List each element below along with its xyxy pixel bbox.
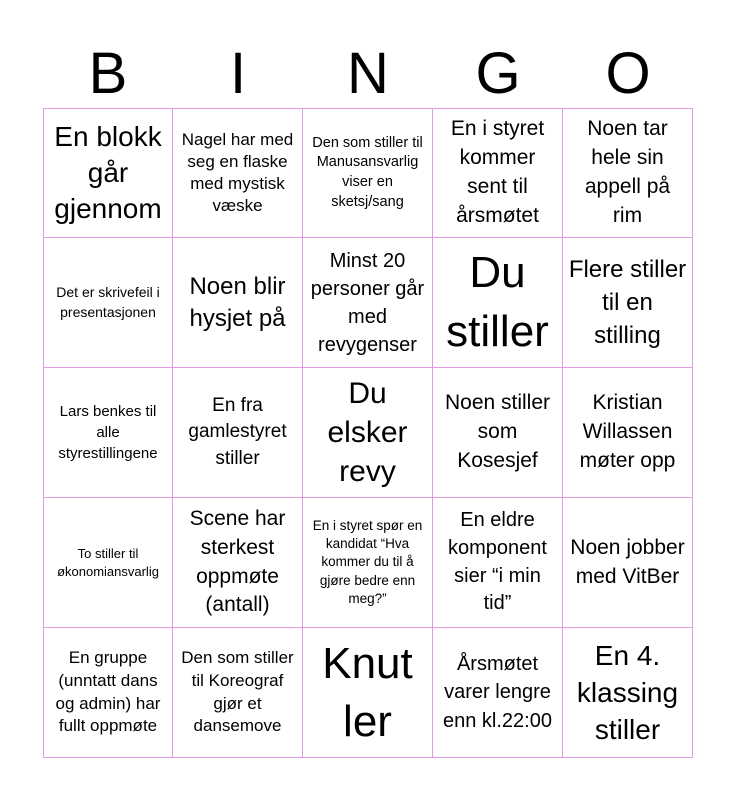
bingo-cell[interactable]	[43, 628, 173, 758]
bingo-cell[interactable]	[173, 238, 303, 368]
bingo-cell-text: Du elsker revy	[327, 377, 408, 488]
bingo-cell-text: To stiller til økonomiansvarlig	[57, 545, 159, 579]
bingo-cell[interactable]	[303, 368, 433, 498]
bingo-cell[interactable]	[563, 368, 693, 498]
bingo-cell[interactable]	[173, 108, 303, 238]
bingo-cell-text: Flere stiller til en stilling	[568, 255, 687, 350]
bingo-cell[interactable]	[563, 498, 693, 628]
bingo-cell[interactable]	[303, 108, 433, 238]
bingo-cell-text: Den som stiller til Koreograf gjør et dansemove	[181, 647, 294, 736]
bingo-card	[43, 108, 693, 758]
title-letter-o: O	[605, 41, 651, 106]
title-letter-b: B	[88, 41, 128, 106]
bingo-cell-text: En blokk går gjennom	[54, 121, 162, 224]
bingo-cell-text: Nagel har med seg en flaske med mystisk væske	[181, 129, 294, 216]
bingo-cell-text: Noen jobber med VitBer	[570, 535, 685, 588]
bingo-title	[43, 40, 693, 108]
bingo-cell-text: En 4. klassing stiller	[576, 639, 679, 746]
bingo-cell[interactable]	[173, 498, 303, 628]
bingo-cell-text: Årsmøtet varer lengre enn kl.22:00	[443, 652, 552, 732]
bingo-cell-text: Du stiller	[446, 248, 549, 356]
bingo-cell[interactable]	[563, 238, 693, 368]
bingo-cell[interactable]	[433, 368, 563, 498]
bingo-cell[interactable]	[43, 108, 173, 238]
bingo-cell-text: En eldre komponent sier “i min tid”	[448, 509, 547, 615]
bingo-cell-text: Noen blir hysjet på	[189, 272, 286, 332]
bingo-cell[interactable]	[563, 628, 693, 758]
title-letter-i: I	[229, 41, 247, 106]
bingo-cell[interactable]	[433, 108, 563, 238]
bingo-cell[interactable]	[563, 108, 693, 238]
bingo-cell-text: Noen tar hele sin appell på rim	[584, 117, 671, 227]
bingo-cell[interactable]	[433, 238, 563, 368]
bingo-cell[interactable]	[43, 368, 173, 498]
title-letter-g: G	[475, 41, 521, 106]
title-letter-n: N	[347, 41, 389, 106]
bingo-cell-text: Minst 20 personer går med revygenser	[310, 249, 425, 356]
bingo-cell-text: Scene har sterkest oppmøte (antall)	[189, 506, 286, 617]
bingo-cell[interactable]	[433, 628, 563, 758]
bingo-cell-text: En gruppe (unntatt dans og admin) har fullt oppmøte	[55, 647, 161, 736]
bingo-cell-text: Noen stiller som Kosesjef	[444, 391, 551, 472]
bingo-cell[interactable]	[433, 498, 563, 628]
bingo-cell-text: En i styret spør en kandidat “Hva kommer du til å gjøre bedre enn meg?”	[312, 517, 423, 606]
bingo-cell-text: Lars benkes til alle styrestillingene	[58, 403, 158, 462]
bingo-cell[interactable]	[173, 368, 303, 498]
bingo-cell-text: Knut ler	[322, 639, 413, 746]
bingo-cell-text: Den som stiller til Manusansvarlig viser en sketsj/sang	[312, 134, 423, 210]
bingo-cell[interactable]	[43, 498, 173, 628]
bingo-cell[interactable]	[303, 238, 433, 368]
bingo-cell-text: En fra gamlestyret stiller	[188, 395, 287, 469]
bingo-cell-text: En i styret kommer sent til årsmøtet	[450, 117, 545, 227]
bingo-cell-text: Det er skrivefeil i presentasjonen	[56, 283, 160, 320]
bingo-cell[interactable]	[173, 628, 303, 758]
bingo-cell[interactable]	[43, 238, 173, 368]
bingo-cell[interactable]	[303, 628, 433, 758]
bingo-cell-text: Kristian Willassen møter opp	[579, 391, 676, 472]
bingo-cell[interactable]	[303, 498, 433, 628]
